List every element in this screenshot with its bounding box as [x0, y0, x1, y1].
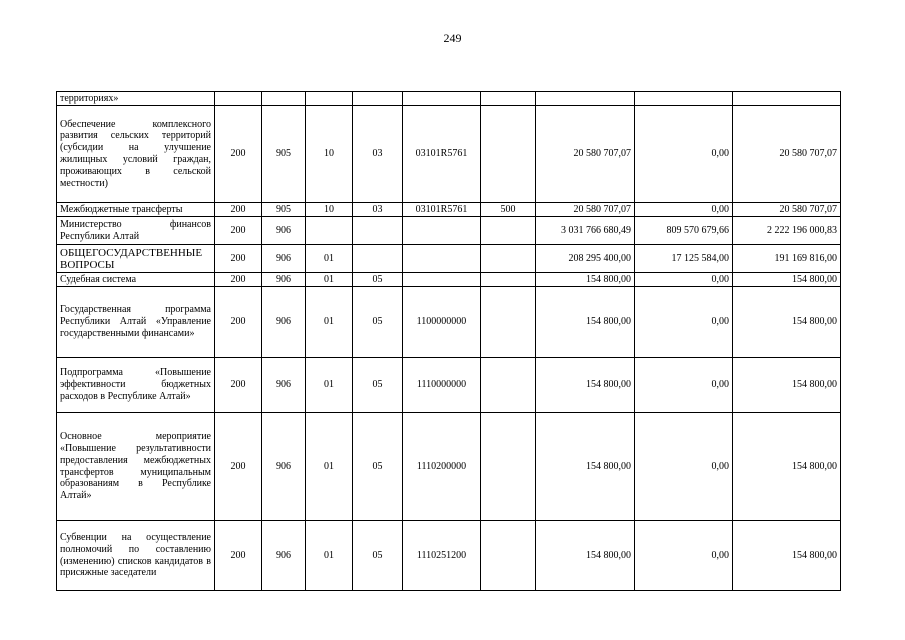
cell-code: 200	[215, 245, 262, 273]
cell-ministry: 906	[262, 245, 306, 273]
cell-target-item: 1110000000	[403, 358, 481, 413]
cell-expense-type	[481, 92, 536, 106]
row-name: Межбюджетные трансферты	[57, 203, 215, 217]
cell-executed: 0,00	[635, 521, 733, 591]
cell-code: 200	[215, 217, 262, 245]
cell-executed: 0,00	[635, 203, 733, 217]
page-number: 249	[443, 31, 462, 45]
cell-executed: 0,00	[635, 106, 733, 203]
table-row	[57, 217, 841, 245]
budget-table	[56, 91, 841, 591]
table-row	[57, 203, 841, 217]
cell-ministry: 906	[262, 358, 306, 413]
cell-executed	[635, 92, 733, 106]
cell-balance: 154 800,00	[733, 358, 841, 413]
cell-balance: 154 800,00	[733, 413, 841, 521]
cell-section: 10	[306, 203, 353, 217]
cell-approved: 154 800,00	[536, 413, 635, 521]
row-name: Министерство финансов Республики Алтай	[57, 217, 215, 245]
cell-ministry: 906	[262, 287, 306, 358]
cell-approved: 3 031 766 680,49	[536, 217, 635, 245]
cell-section: 10	[306, 106, 353, 203]
cell-expense-type	[481, 245, 536, 273]
cell-target-item: 1110251200	[403, 521, 481, 591]
cell-balance: 154 800,00	[733, 273, 841, 287]
cell-section: 01	[306, 521, 353, 591]
cell-code: 200	[215, 287, 262, 358]
cell-expense-type	[481, 521, 536, 591]
row-name: Государственная программа Республики Алтай «Управление государственными финансами»	[57, 287, 215, 358]
cell-approved: 154 800,00	[536, 273, 635, 287]
row-name: Подпрограмма «Повышение эффективности бюджетных расходов в Республике Алтай»	[57, 358, 215, 413]
cell-subsection: 05	[353, 273, 403, 287]
cell-code: 200	[215, 106, 262, 203]
cell-balance: 20 580 707,07	[733, 106, 841, 203]
cell-expense-type	[481, 106, 536, 203]
cell-target-item: 03101R5761	[403, 106, 481, 203]
cell-subsection	[353, 217, 403, 245]
cell-expense-type	[481, 287, 536, 358]
cell-expense-type	[481, 217, 536, 245]
cell-executed: 0,00	[635, 287, 733, 358]
cell-expense-type	[481, 273, 536, 287]
cell-target-item	[403, 217, 481, 245]
cell-target-item	[403, 245, 481, 273]
cell-balance: 154 800,00	[733, 521, 841, 591]
cell-executed: 0,00	[635, 358, 733, 413]
cell-subsection	[353, 92, 403, 106]
cell-code: 200	[215, 521, 262, 591]
cell-ministry	[262, 92, 306, 106]
row-name: Основное мероприятие «Повышение результативности предоставления межбюджетных трансфертов муниципальным образованиям в Республике Алтай»	[57, 413, 215, 521]
cell-ministry: 906	[262, 217, 306, 245]
row-name: Обеспечение комплексного развития сельских территорий (субсидии на улучшение жилищных условий граждан, проживающих в сельской местности)	[57, 106, 215, 203]
cell-expense-type	[481, 358, 536, 413]
cell-subsection: 05	[353, 413, 403, 521]
table-row	[57, 92, 841, 106]
cell-executed: 809 570 679,66	[635, 217, 733, 245]
row-name: Судебная система	[57, 273, 215, 287]
cell-target-item	[403, 273, 481, 287]
row-name: ОБЩЕГОСУДАРСТВЕННЫЕ ВОПРОСЫ	[57, 245, 215, 273]
cell-code: 200	[215, 358, 262, 413]
row-name: территориях»	[57, 92, 215, 106]
cell-executed: 0,00	[635, 273, 733, 287]
cell-subsection: 05	[353, 358, 403, 413]
cell-subsection: 05	[353, 287, 403, 358]
cell-balance	[733, 92, 841, 106]
cell-approved: 20 580 707,07	[536, 203, 635, 217]
cell-target-item: 03101R5761	[403, 203, 481, 217]
cell-approved	[536, 92, 635, 106]
table-row	[57, 106, 841, 203]
cell-section: 01	[306, 245, 353, 273]
cell-target-item	[403, 92, 481, 106]
table-row	[57, 358, 841, 413]
cell-section	[306, 92, 353, 106]
cell-section	[306, 217, 353, 245]
cell-expense-type	[481, 413, 536, 521]
cell-section: 01	[306, 413, 353, 521]
cell-ministry: 906	[262, 273, 306, 287]
cell-subsection: 03	[353, 203, 403, 217]
table-row	[57, 273, 841, 287]
cell-balance: 20 580 707,07	[733, 203, 841, 217]
cell-balance: 2 222 196 000,83	[733, 217, 841, 245]
cell-code	[215, 92, 262, 106]
cell-target-item: 1100000000	[403, 287, 481, 358]
table-row	[57, 413, 841, 521]
cell-approved: 154 800,00	[536, 287, 635, 358]
table-row	[57, 245, 841, 273]
cell-approved: 154 800,00	[536, 358, 635, 413]
cell-target-item: 1110200000	[403, 413, 481, 521]
table-row	[57, 287, 841, 358]
cell-section: 01	[306, 287, 353, 358]
cell-executed: 0,00	[635, 413, 733, 521]
cell-ministry: 905	[262, 106, 306, 203]
cell-expense-type: 500	[481, 203, 536, 217]
cell-section: 01	[306, 358, 353, 413]
cell-code: 200	[215, 273, 262, 287]
cell-balance: 154 800,00	[733, 287, 841, 358]
cell-approved: 208 295 400,00	[536, 245, 635, 273]
cell-code: 200	[215, 203, 262, 217]
table-row	[57, 521, 841, 591]
row-name: Субвенции на осуществление полномочий по составлению (изменению) списков кандидатов в присяжные заседатели	[57, 521, 215, 591]
cell-approved: 154 800,00	[536, 521, 635, 591]
cell-approved: 20 580 707,07	[536, 106, 635, 203]
cell-ministry: 906	[262, 413, 306, 521]
cell-ministry: 906	[262, 521, 306, 591]
cell-subsection: 05	[353, 521, 403, 591]
cell-section: 01	[306, 273, 353, 287]
cell-executed: 17 125 584,00	[635, 245, 733, 273]
cell-subsection: 03	[353, 106, 403, 203]
cell-subsection	[353, 245, 403, 273]
cell-code: 200	[215, 413, 262, 521]
cell-balance: 191 169 816,00	[733, 245, 841, 273]
cell-ministry: 905	[262, 203, 306, 217]
